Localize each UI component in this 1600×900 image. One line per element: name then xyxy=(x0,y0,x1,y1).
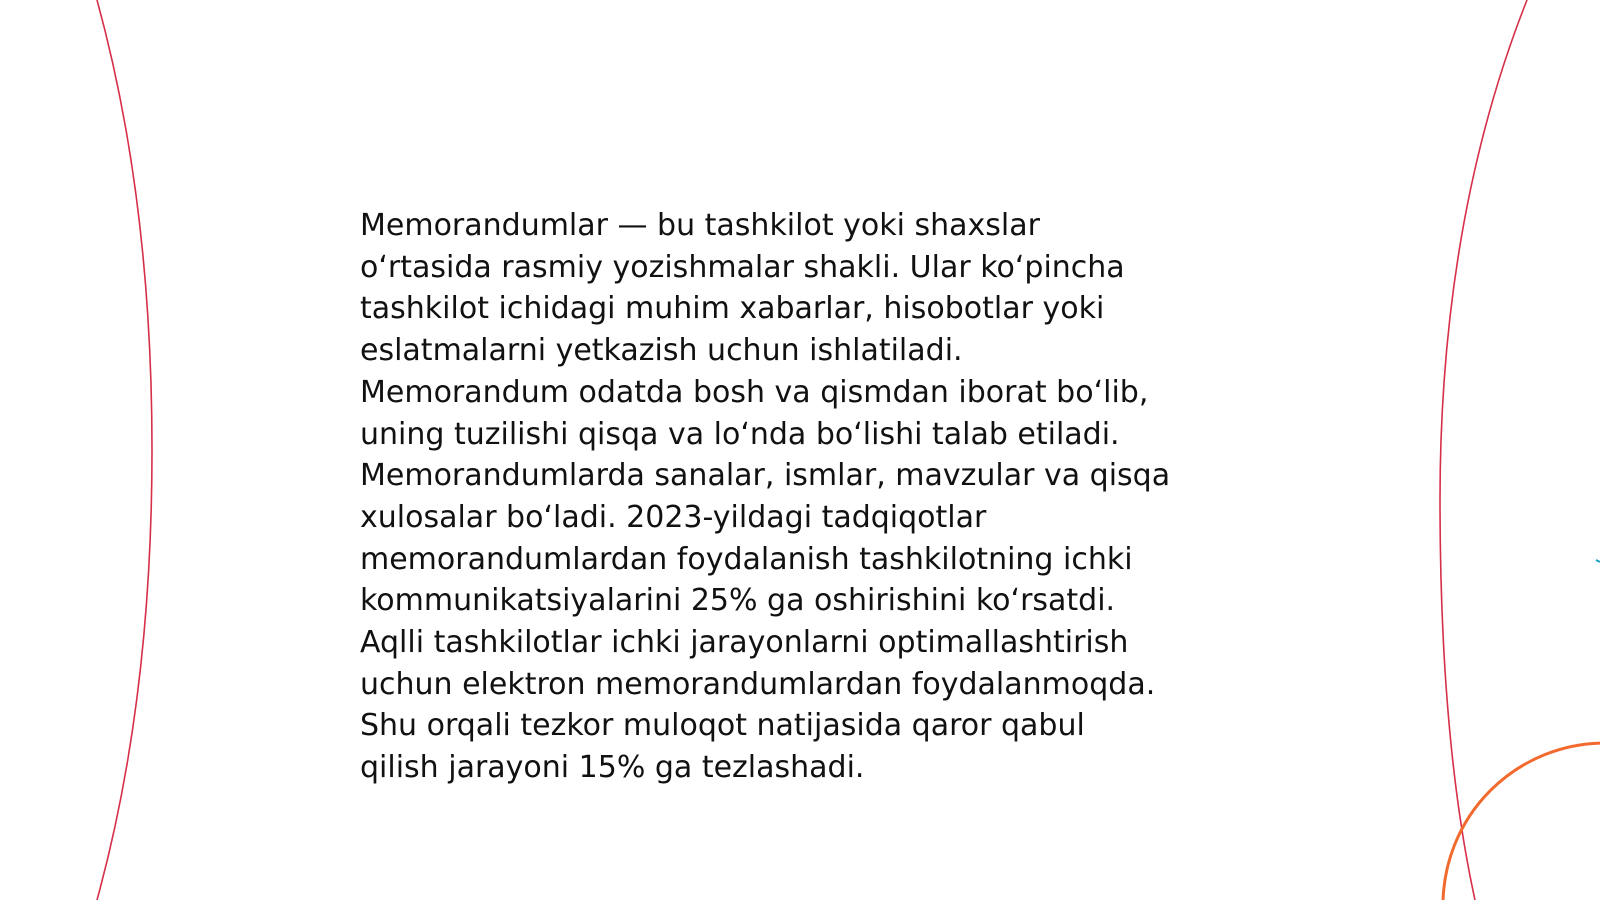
body-paragraph: Memorandumlar — bu tashkilot yoki shaxslar o‘rtasida rasmiy yozishmalar shakli. Ular ko‘pincha tashkilot ichidagi muhim xabarlar, hisobotlar yoki eslatmalarni yetkazish uchun ishlatiladi. Memorandum odatda bosh va qismdan iborat bo‘lib, uning tuzilishi qisqa va lo‘nda bo‘lishi talab etiladi. Memorandumlarda sanalar, ismlar, mavzular va qisqa xulosalar bo‘ladi. 2023-yildagi tadqiqotlar memorandumlardan foydalanish tashkilotning ichki kommunikatsiyalarini 25% ga oshirishini ko‘rsatdi. Aqlli tashkilotlar ichki jarayonlarni optimallashtirish uchun elektron memorandumlardan foydalanmoqda. Shu orqali tezkor muloqot natijasida qaror qabul qilish jarayoni 15% ga tezlashadi. xyxy=(360,208,1171,786)
left-curve-line xyxy=(97,0,152,900)
orange-circle-arc xyxy=(1443,743,1600,900)
teal-accent-mark xyxy=(1596,560,1600,562)
right-curve-line xyxy=(1440,0,1527,900)
